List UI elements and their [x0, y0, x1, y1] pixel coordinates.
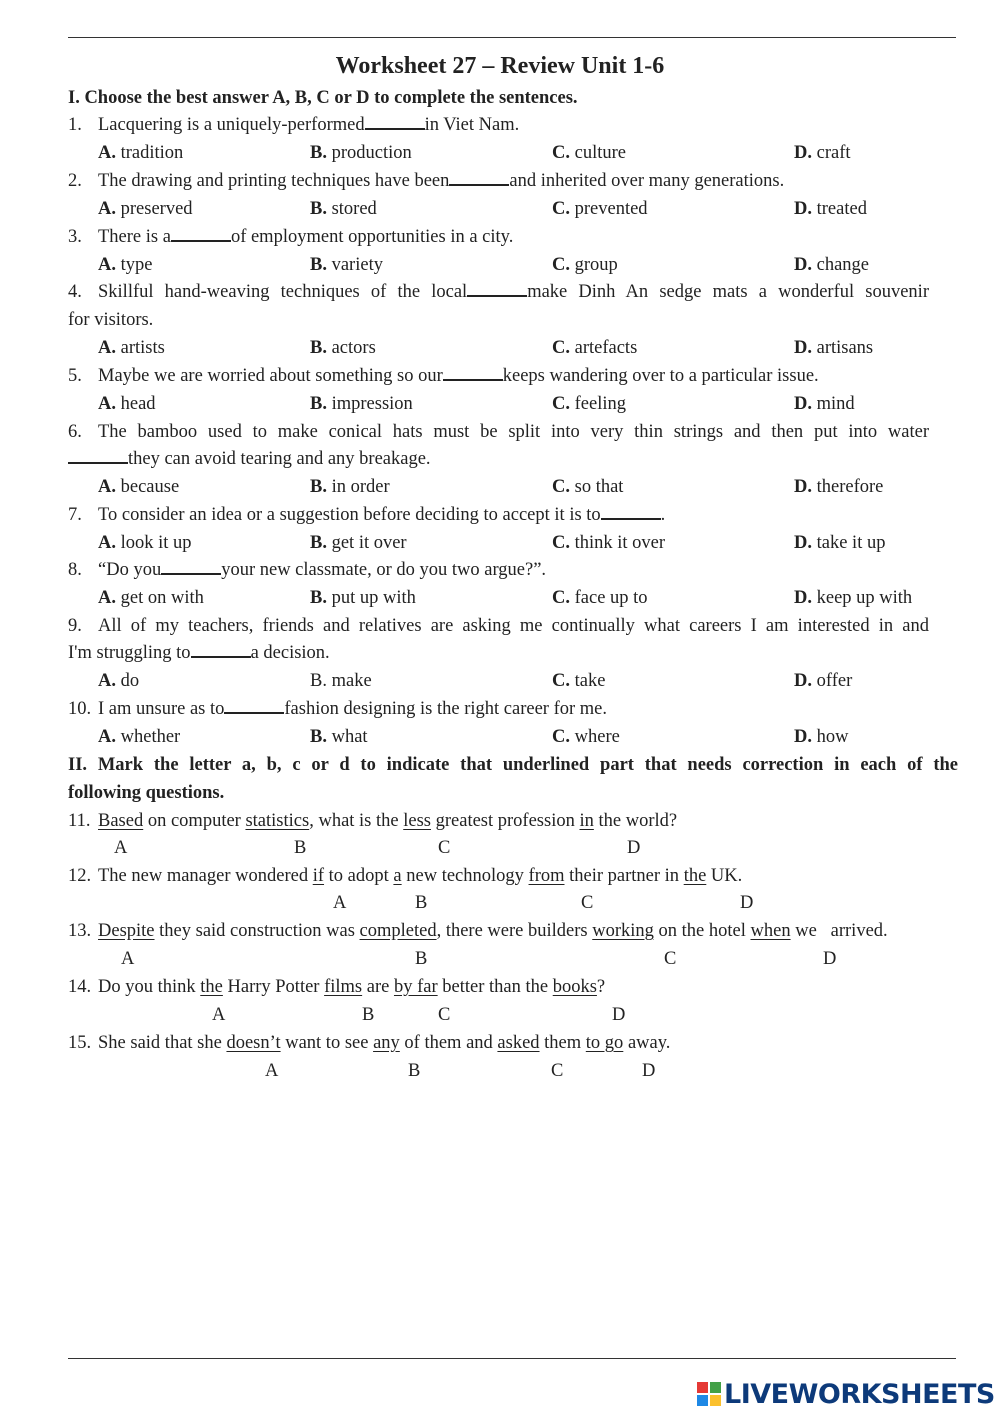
underlined-part-a[interactable]: Despite [98, 921, 155, 941]
section2-heading-continued: following questions. [68, 783, 225, 803]
answer-blank[interactable] [161, 559, 221, 575]
label-a: A [114, 838, 128, 858]
option-d[interactable]: D. keep up with [794, 588, 913, 608]
option-d[interactable]: D. take it up [794, 533, 886, 553]
label-b: B [408, 1061, 421, 1081]
option-a[interactable]: A. because [98, 477, 180, 497]
underlined-part-d[interactable]: in [579, 811, 594, 831]
answer-blank[interactable] [601, 504, 661, 520]
question-6-continued: they can avoid tearing and any breakage. [68, 448, 431, 470]
option-b[interactable]: B. put up with [310, 588, 416, 608]
label-d: D [823, 949, 837, 969]
question-13: 13. Despite they said construction was completed, there were builders working on the hotel when we arrived. [68, 921, 888, 941]
question-5: 5. Maybe we are worried about something so our keeps wandering over to a particular issue. [68, 366, 819, 386]
option-c[interactable]: C. where [552, 727, 620, 747]
question-8: 8. “Do you your new classmate, or do you two argue?”. [68, 560, 547, 580]
option-b[interactable]: B. get it over [310, 533, 407, 553]
underlined-part-b[interactable]: statistics [245, 811, 310, 831]
option-d[interactable]: D. mind [794, 394, 855, 414]
option-b[interactable]: B. production [310, 143, 412, 163]
option-a[interactable]: A. do [98, 671, 140, 691]
option-d[interactable]: D. offer [794, 671, 853, 691]
option-a[interactable]: A. tradition [98, 143, 184, 163]
question-15: 15. She said that she doesn’t want to see any of them and asked them to go away. [68, 1033, 671, 1053]
option-b[interactable]: B. make [310, 671, 372, 691]
option-d[interactable]: D. craft [794, 143, 851, 163]
label-c: C [581, 893, 594, 913]
question-2: 2. The drawing and printing techniques have been and inherited over many generations. [68, 171, 785, 191]
option-b[interactable]: B. what [310, 727, 368, 747]
bottom-divider [68, 1358, 956, 1359]
label-b: B [415, 949, 428, 969]
underlined-part-d[interactable]: the [683, 866, 707, 886]
option-c[interactable]: C. feeling [552, 394, 626, 414]
section1-heading: I. Choose the best answer A, B, C or D to complete the sentences. [68, 88, 578, 108]
underlined-part-d[interactable]: to go [585, 1033, 624, 1053]
question-9-continued: I'm struggling to a decision. [68, 643, 330, 663]
label-c: C [551, 1061, 564, 1081]
option-b[interactable]: B. actors [310, 338, 376, 358]
underlined-part-b[interactable]: films [324, 977, 363, 997]
option-c[interactable]: C. face up to [552, 588, 648, 608]
underlined-part-a[interactable]: if [312, 866, 325, 886]
underlined-part-c[interactable]: less [403, 811, 431, 831]
option-d[interactable]: D. therefore [794, 477, 884, 497]
label-b: B [362, 1005, 375, 1025]
option-d[interactable]: D. how [794, 727, 849, 747]
label-a: A [265, 1061, 279, 1081]
question-4: 4. Skillful hand-weaving techniques of the local make Dinh An sedge mats a wonderful souvenir [68, 282, 929, 302]
option-b[interactable]: B. variety [310, 255, 383, 275]
underlined-part-b[interactable]: completed [359, 921, 437, 941]
label-b: B [415, 893, 428, 913]
question-9: 9. All of my teachers, friends and relatives are asking me continually what careers I am interested in and [68, 616, 929, 636]
option-c[interactable]: C. take [552, 671, 606, 691]
underlined-part-a[interactable]: the [200, 977, 223, 997]
answer-blank[interactable] [449, 170, 509, 186]
underlined-part-d[interactable]: books [552, 977, 597, 997]
question-4-continued: for visitors. [68, 310, 154, 330]
label-b: B [294, 838, 307, 858]
underlined-part-a[interactable]: Based [98, 811, 144, 831]
option-c[interactable]: C. group [552, 255, 618, 275]
option-a[interactable]: A. preserved [98, 199, 193, 219]
option-c[interactable]: C. so that [552, 477, 624, 497]
label-c: C [438, 1005, 451, 1025]
option-a[interactable]: A. head [98, 394, 156, 414]
top-divider [68, 37, 956, 38]
answer-blank[interactable] [467, 281, 527, 297]
question-6: 6. The bamboo used to make conical hats must be split into very thin strings and then put into water [68, 422, 929, 442]
answer-blank[interactable] [224, 698, 284, 714]
question-14: 14. Do you think the Harry Potter films are by far better than the books? [68, 977, 606, 997]
option-a[interactable]: A. look it up [98, 533, 192, 553]
option-d[interactable]: D. artisans [794, 338, 874, 358]
underlined-part-c[interactable]: asked [497, 1033, 540, 1053]
label-d: D [642, 1061, 656, 1081]
label-c: C [664, 949, 677, 969]
underlined-part-d[interactable]: when [750, 921, 791, 941]
answer-blank[interactable] [443, 365, 503, 381]
question-7: 7. To consider an idea or a suggestion before deciding to accept it is to . [68, 505, 666, 525]
option-c[interactable]: C. culture [552, 143, 626, 163]
option-b[interactable]: B. impression [310, 394, 413, 414]
option-b[interactable]: B. stored [310, 199, 377, 219]
question-10: 10. I am unsure as to fashion designing is the right career for me. [68, 699, 608, 719]
label-d: D [627, 838, 641, 858]
underlined-part-c[interactable]: from [528, 866, 565, 886]
underlined-part-b[interactable]: a [393, 866, 402, 886]
label-a: A [121, 949, 135, 969]
question-12: 12. The new manager wondered if to adopt a new technology from their partner in the UK. [68, 866, 743, 886]
underlined-part-b[interactable]: any [373, 1033, 400, 1053]
underlined-part-c[interactable]: working [592, 921, 654, 941]
option-d[interactable]: D. change [794, 255, 870, 275]
answer-blank[interactable] [68, 448, 128, 464]
answer-blank[interactable] [191, 642, 251, 658]
logo-text: LIVEWORKSHEETS [724, 1379, 995, 1410]
liveworksheets-logo[interactable] [697, 1378, 997, 1412]
label-c: C [438, 838, 451, 858]
question-11: 11. Based on computer statistics, what is the less greatest profession in the world? [68, 811, 678, 831]
option-a[interactable]: A. whether [98, 727, 181, 747]
question-1: 1. Lacquering is a uniquely-performed in Viet Nam. [68, 115, 520, 135]
label-d: D [612, 1005, 626, 1025]
section2-heading: II. Mark the letter a, b, c or d to indicate that underlined part that needs correction in each of the [68, 755, 958, 775]
option-a[interactable]: A. get on with [98, 588, 204, 608]
underlined-part-a[interactable]: doesn’t [226, 1033, 281, 1053]
option-c[interactable]: C. artefacts [552, 338, 638, 358]
logo-squares-icon [697, 1382, 721, 1406]
option-c[interactable]: C. think it over [552, 533, 666, 553]
option-d[interactable]: D. treated [794, 199, 867, 219]
option-a[interactable]: A. type [98, 255, 153, 275]
label-a: A [212, 1005, 226, 1025]
answer-blank[interactable] [365, 114, 425, 130]
option-c[interactable]: C. prevented [552, 199, 648, 219]
underlined-part-c[interactable]: by far [393, 977, 438, 997]
answer-blank[interactable] [171, 226, 231, 242]
page-title: Worksheet 27 – Review Unit 1-6 [335, 53, 665, 79]
label-d: D [740, 893, 754, 913]
question-3: 3. There is a of employment opportunities in a city. [68, 227, 514, 247]
label-a: A [333, 893, 347, 913]
option-a[interactable]: A. artists [98, 338, 165, 358]
option-b[interactable]: B. in order [310, 477, 390, 497]
